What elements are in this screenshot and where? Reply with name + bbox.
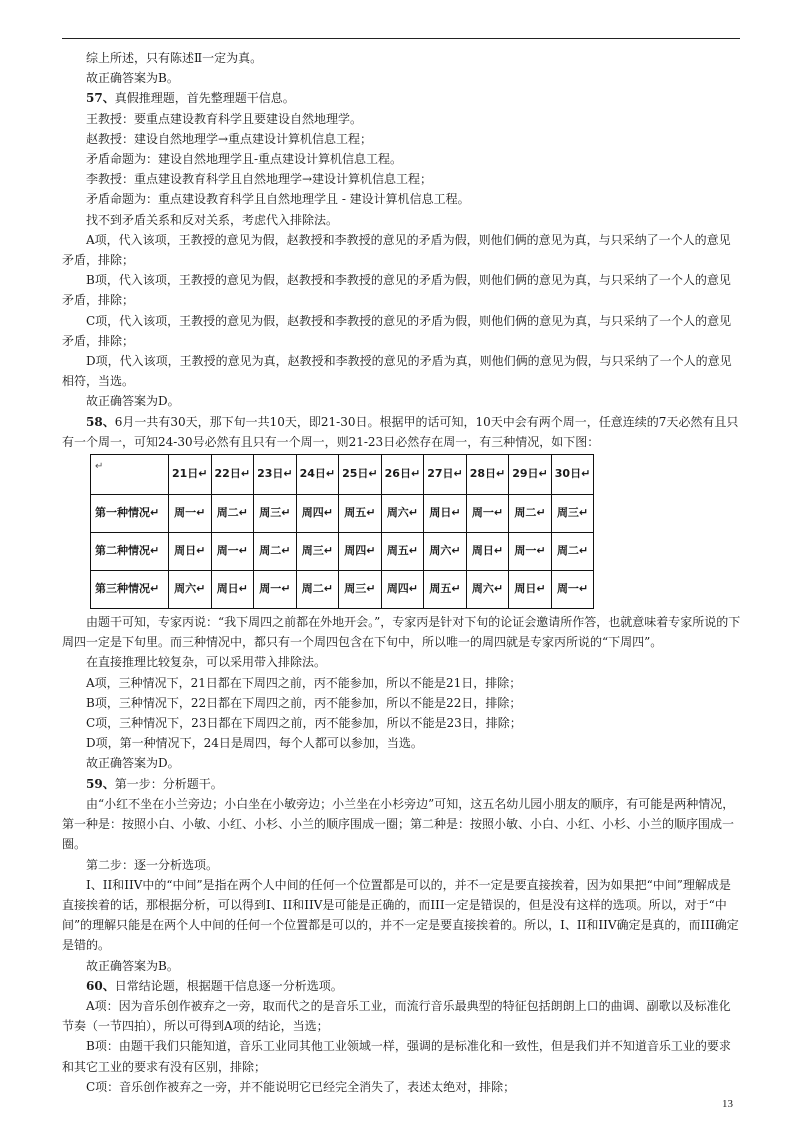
table-cell: 周四↵ xyxy=(381,571,424,609)
paragraph xyxy=(62,88,742,108)
paragraph xyxy=(62,189,742,209)
table-header-cell: 29日↵ xyxy=(509,455,552,495)
paragraph xyxy=(62,230,742,270)
paragraph xyxy=(62,311,742,351)
question-number: 58、 xyxy=(86,414,115,429)
paragraph-text: 由“小红不坐在小兰旁边；小白坐在小敏旁边；小兰坐在小杉旁边”可知，这五名幼儿园小朋友的顺序，有可能是两种情况，第一种是：按照小白、小敏、小红、小杉、小兰的顺序围成一圈；第二种是：按照小敏、小白、小红、小杉、小兰的顺序围成一圈。 xyxy=(62,796,735,852)
table-cell: 周二↵ xyxy=(254,533,297,571)
paragraph xyxy=(62,210,742,230)
table-cell: 周六↵ xyxy=(424,533,467,571)
table-header-cell: 27日↵ xyxy=(424,455,467,495)
paragraph-text: A项，三种情况下，21日都在下周四之前，丙不能参加，所以不能是21日，排除； xyxy=(86,675,522,690)
table-cell: 周一↵ xyxy=(551,571,594,609)
table-header-cell: 26日↵ xyxy=(381,455,424,495)
paragraph-text: I、II和IIV中的“中间”是指在两个人中间的任何一个位置都是可以的，并不一定是要直接挨着，因为如果把“中间”理解成是直接挨着的话，那根据分析，可以得到I、II和IIV是可能是正确的，而III一定是错误的，但是没有这样的选项。所以，对于“中间”的理解只能是在两个人中间的任何一个位置都是可以的，并不一定是要直接挨着的。所以，I、II和IIV确定是真的，而III确定是错的。 xyxy=(62,877,739,953)
paragraph xyxy=(62,753,742,773)
paragraphs-top xyxy=(62,48,742,452)
table-row-label: 第一种情况↵ xyxy=(91,495,169,533)
paragraph-text: 李教授：重点建设教育科学且自然地理学→建设计算机信息工程； xyxy=(86,172,433,187)
table-row xyxy=(91,571,594,609)
paragraph xyxy=(62,713,742,733)
table-cell: 周三↵ xyxy=(339,571,382,609)
table-header-cell: 28日↵ xyxy=(466,455,509,495)
paragraph-text: 6月一共有30天，那下旬一共10天，即21-30日。根据甲的话可知，10天中会有两个周一，任意连续的7天必然有且只有一个周一，可知24-30号必然有且只有一个周一，则21-23日必然存在周一，有三种情况，如下图： xyxy=(62,414,739,449)
table-header-cell: 24日↵ xyxy=(296,455,339,495)
page-body xyxy=(62,48,742,1097)
paragraph-text: 在直接推理比较复杂，可以采用带入排除法。 xyxy=(86,655,327,670)
paragraph-text: 第一步：分析题干。 xyxy=(114,776,223,791)
table-header-row xyxy=(91,455,594,495)
table-cell: 周一↵ xyxy=(211,533,254,571)
table-cell: 周二↵ xyxy=(551,533,594,571)
table-cell: 周三↵ xyxy=(254,495,297,533)
paragraph-text: B项，三种情况下，22日都在下周四之前，丙不能参加，所以不能是22日，排除； xyxy=(86,695,522,710)
question-number: 57、 xyxy=(86,91,115,106)
paragraph-text: 故正确答案为D。 xyxy=(86,756,180,771)
table-cell: 周六↵ xyxy=(169,571,212,609)
paragraph xyxy=(62,774,742,794)
table-header-cell: 21日↵ xyxy=(169,455,212,495)
table-row xyxy=(91,495,594,533)
table-cell: 周日↵ xyxy=(211,571,254,609)
paragraph-text: C项，三种情况下，23日都在下周四之前，丙不能参加，所以不能是23日，排除； xyxy=(86,716,522,731)
table-cell: 周三↵ xyxy=(296,533,339,571)
paragraph-text: 故正确答案为B。 xyxy=(86,958,179,973)
paragraph-text: 矛盾命题为：建设自然地理学且-重点建设计算机信息工程。 xyxy=(86,152,403,167)
paragraph-text: 赵教授：建设自然地理学→重点建设计算机信息工程； xyxy=(86,131,373,146)
table-row-label: 第二种情况↵ xyxy=(91,533,169,571)
paragraph-text: A项：因为音乐创作被弃之一旁，取而代之的是音乐工业，而流行音乐最典型的特征包括朗朗上口的曲调、副歌以及标准化节奏（一节四拍），所以可得到A项的结论，当选； xyxy=(62,998,731,1034)
paragraph xyxy=(62,794,742,855)
table-cell: 周六↵ xyxy=(381,495,424,533)
table-cell: 周日↵ xyxy=(424,495,467,533)
paragraph xyxy=(62,875,742,956)
paragraph xyxy=(62,956,742,976)
paragraph xyxy=(62,733,742,753)
table-cell: 周五↵ xyxy=(381,533,424,571)
table-row-label: 第三种情况↵ xyxy=(91,571,169,609)
schedule-table xyxy=(90,454,594,609)
paragraph xyxy=(62,109,742,129)
paragraph-text: 真假推理题，首先整理题干信息。 xyxy=(114,91,295,106)
table-cell: 周日↵ xyxy=(169,533,212,571)
paragraph xyxy=(62,1036,742,1076)
table-cell: 周日↵ xyxy=(509,571,552,609)
table-cell: 周三↵ xyxy=(551,495,594,533)
paragraph xyxy=(62,351,742,391)
paragraph-text: B项：由题干我们只能知道，音乐工业同其他工业领域一样，强调的是标准化和一致性，但是我们并不知道音乐工业的要求和其它工业的要求有没有区别，排除； xyxy=(62,1039,731,1074)
table-header-cell: 22日↵ xyxy=(211,455,254,495)
page-number: 13 xyxy=(722,1098,733,1110)
paragraph xyxy=(62,412,742,452)
table-cell: 周日↵ xyxy=(466,533,509,571)
paragraph xyxy=(62,673,742,693)
paragraph xyxy=(62,270,742,310)
paragraph-text: B项，代入该项，王教授的意见为假，赵教授和李教授的意见的矛盾为假，则他们俩的意见为真，与只采纳了一个人的意见矛盾，排除； xyxy=(62,273,731,308)
paragraph-text: 由题干可知，专家丙说：“我下周四之前都在外地开会。”，专家丙是针对下旬的论证会邀请所作答，也就意味着专家所说的下周四一定是下旬里。而三种情况中，都只有一个周四包含在下旬中，所以唯一的周四就是专家丙所说的“下周四”。 xyxy=(62,615,741,650)
paragraph xyxy=(62,996,742,1036)
paragraph-text: 故正确答案为B。 xyxy=(86,71,179,86)
table-header-cell: 23日↵ xyxy=(254,455,297,495)
table-row xyxy=(91,533,594,571)
paragraph-text: A项，代入该项，王教授的意见为假，赵教授和李教授的意见的矛盾为假，则他们俩的意见为真，与只采纳了一个人的意见矛盾，排除； xyxy=(62,232,731,268)
paragraph-text: 第二步：逐一分析选项。 xyxy=(86,857,219,872)
table-cell: 周六↵ xyxy=(466,571,509,609)
paragraphs-bottom xyxy=(62,612,742,1097)
question-number: 60、 xyxy=(86,978,115,993)
paragraph xyxy=(62,855,742,875)
paragraph xyxy=(62,1077,742,1097)
paragraph-text: 找不到矛盾关系和反对关系，考虑代入排除法。 xyxy=(86,212,339,227)
table-cell: 周一↵ xyxy=(466,495,509,533)
table-cell: 周五↵ xyxy=(339,495,382,533)
table-header-cell: 25日↵ xyxy=(339,455,382,495)
table-cell: 周二↵ xyxy=(296,571,339,609)
paragraph-text: C项：音乐创作被弃之一旁，并不能说明它已经完全消失了，表述太绝对，排除； xyxy=(86,1079,516,1094)
table-cell: 周二↵ xyxy=(211,495,254,533)
paragraph xyxy=(62,391,742,411)
table-cell: 周五↵ xyxy=(424,571,467,609)
paragraph xyxy=(62,652,742,672)
paragraph-text: C项，代入该项，王教授的意见为假，赵教授和李教授的意见的矛盾为假，则他们俩的意见为真，与只采纳了一个人的意见矛盾，排除； xyxy=(62,313,732,348)
paragraph xyxy=(62,129,742,149)
table-cell: 周二↵ xyxy=(509,495,552,533)
paragraph-text: 日常结论题，根据题干信息逐一分析选项。 xyxy=(114,978,343,993)
paragraph xyxy=(62,48,742,68)
table-cell: 周一↵ xyxy=(169,495,212,533)
table-cell: 周一↵ xyxy=(509,533,552,571)
table-corner-cell: ↵ xyxy=(91,455,169,495)
header-rule xyxy=(62,38,740,39)
table-cell: 周四↵ xyxy=(339,533,382,571)
paragraph xyxy=(62,149,742,169)
paragraph-text: 王教授：要重点建设教育科学且要建设自然地理学。 xyxy=(86,111,363,126)
table-header-cell: 30日↵ xyxy=(551,455,594,495)
paragraph-text: 矛盾命题为：重点建设教育科学且自然地理学且 - 建设计算机信息工程。 xyxy=(86,192,470,207)
paragraph xyxy=(62,169,742,189)
table-cell: 周一↵ xyxy=(254,571,297,609)
paragraph-text: 综上所述，只有陈述Ⅱ一定为真。 xyxy=(86,51,263,65)
paragraph-text: 故正确答案为D。 xyxy=(86,394,180,409)
paragraph-text: D项，第一种情况下，24日是周四，每个人都可以参加，当选。 xyxy=(86,736,423,751)
question-number: 59、 xyxy=(86,776,115,791)
table-cell: 周四↵ xyxy=(296,495,339,533)
paragraph xyxy=(62,68,742,88)
paragraph xyxy=(62,976,742,996)
paragraph xyxy=(62,612,742,652)
paragraph xyxy=(62,693,742,713)
paragraph-text: D项，代入该项，王教授的意见为真，赵教授和李教授的意见的矛盾为真，则他们俩的意见为假，与只采纳了一个人的意见相符，当选。 xyxy=(62,354,732,389)
